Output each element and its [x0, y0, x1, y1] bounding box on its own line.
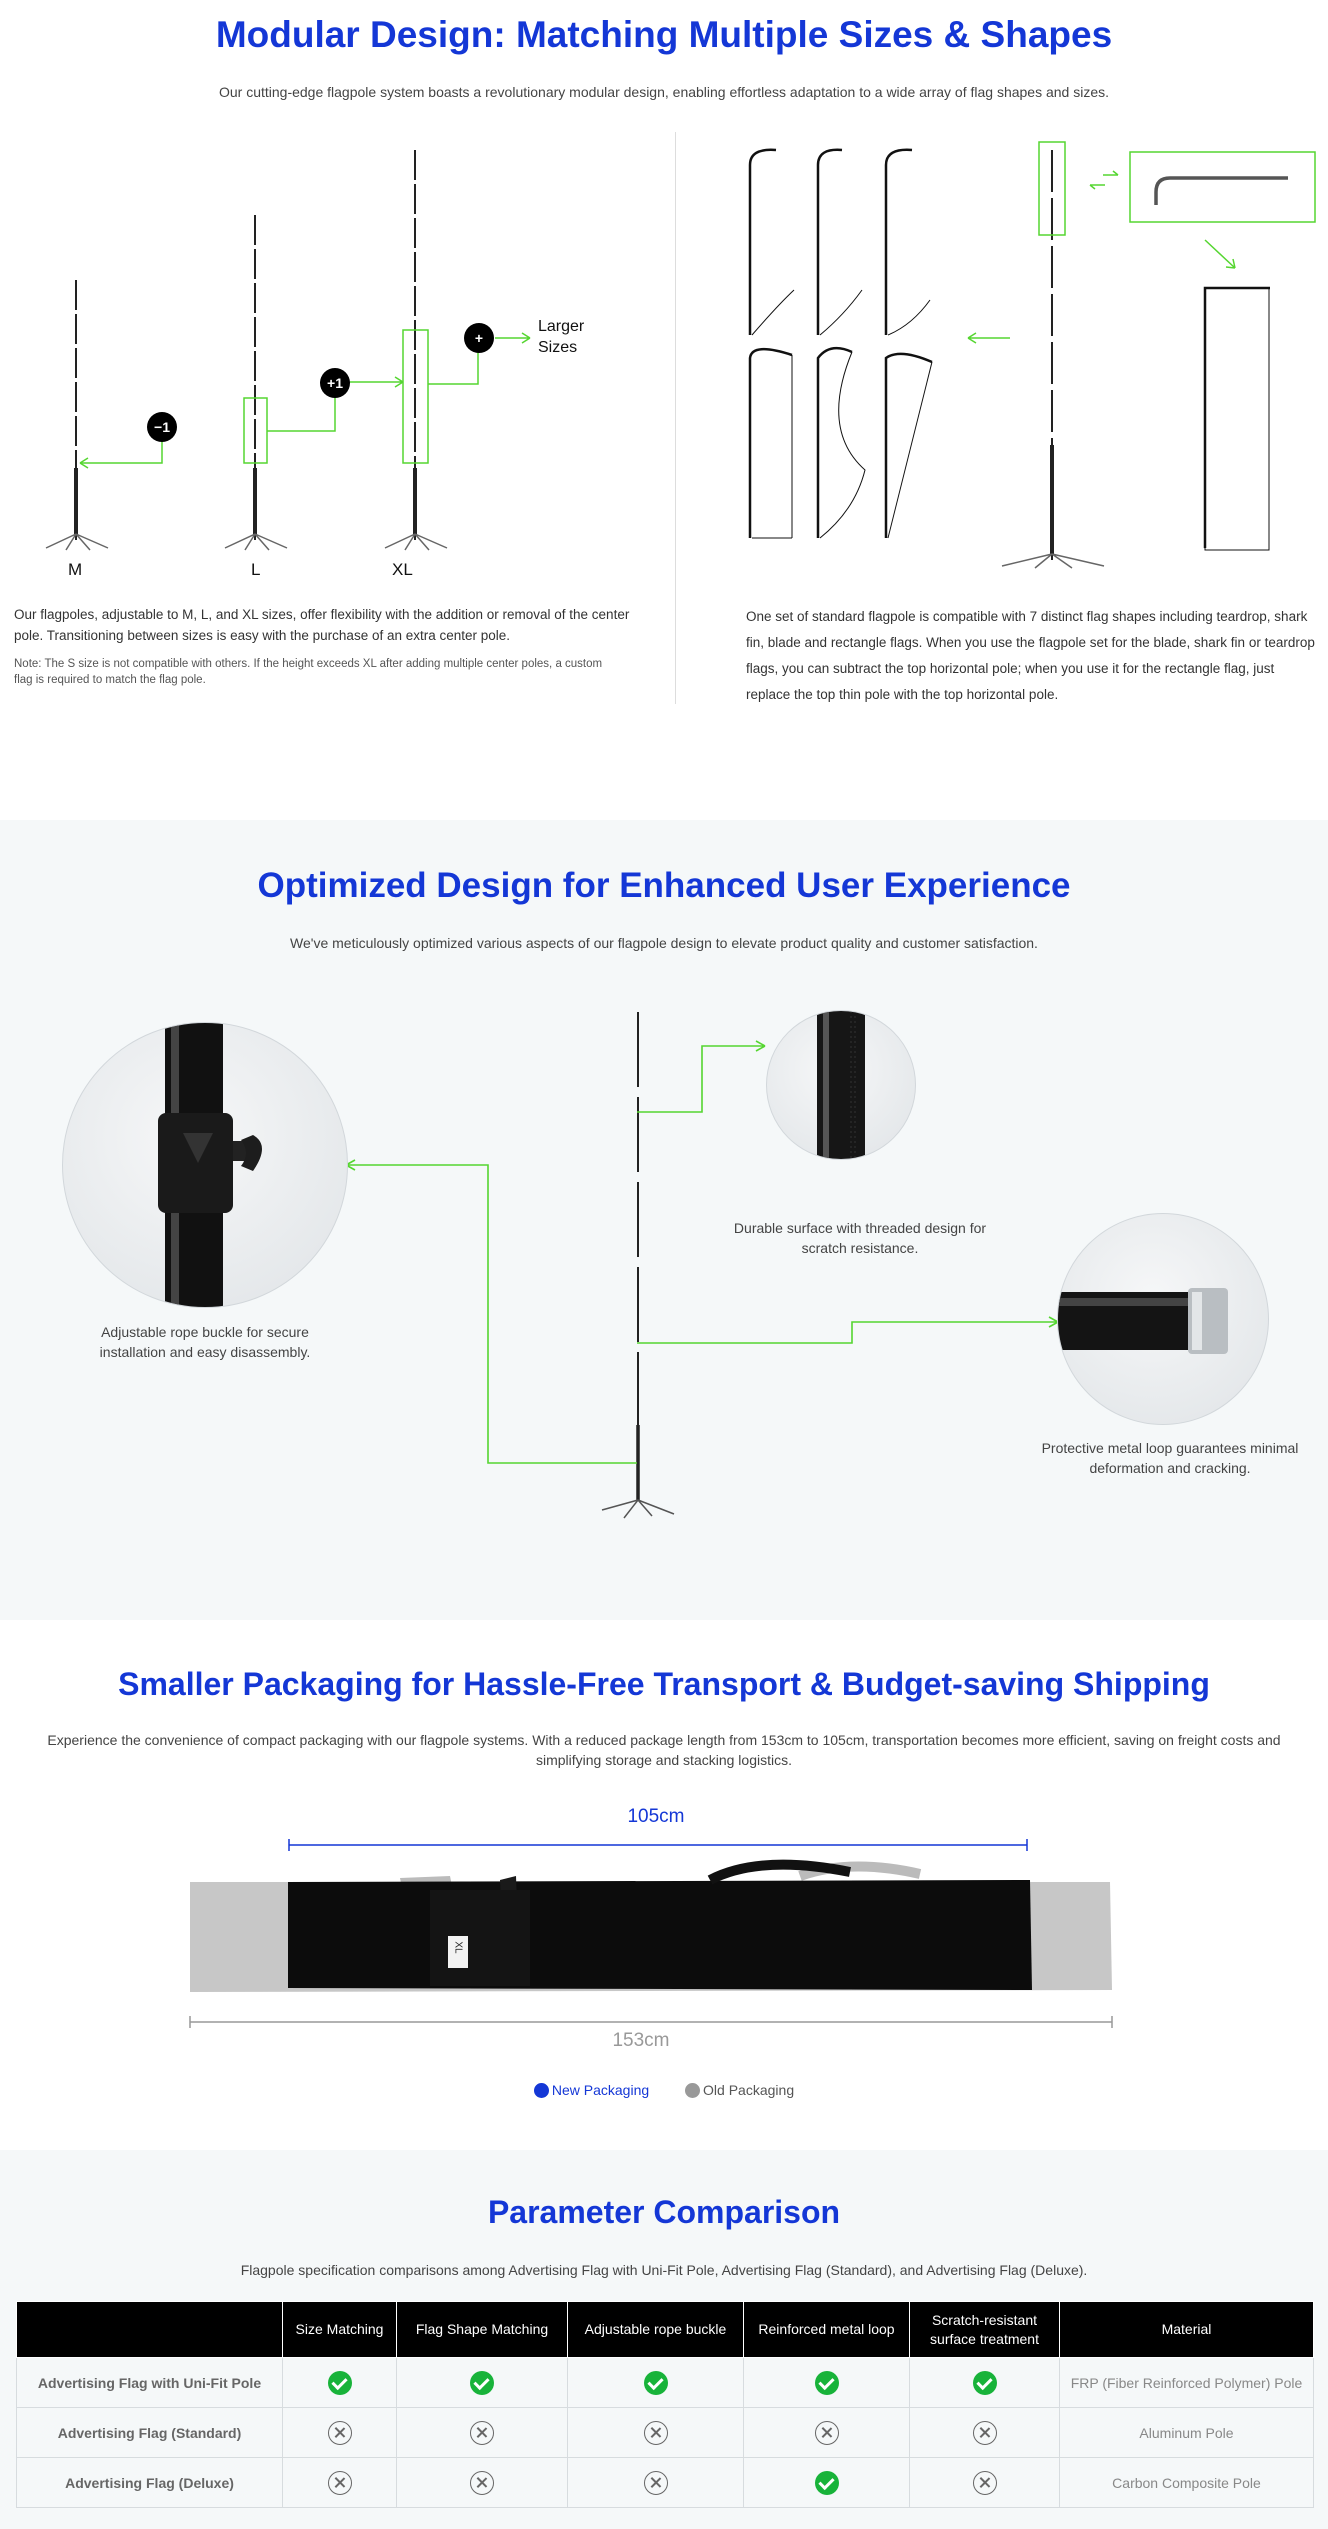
table-header — [17, 2302, 283, 2358]
table-cell — [744, 2458, 910, 2508]
row-product-name: Advertising Flag with Uni-Fit Pole — [17, 2358, 283, 2408]
row-material: Aluminum Pole — [1060, 2408, 1314, 2458]
surface-image — [767, 1011, 916, 1160]
metal-loop-image — [1058, 1214, 1269, 1425]
section-title: Modular Design: Matching Multiple Sizes & Shapes — [215, 14, 1113, 55]
table-header: Material — [1060, 2302, 1314, 2358]
cross-icon — [470, 2471, 494, 2495]
packaging-legend — [0, 2081, 1328, 2098]
table-header-row — [17, 2302, 1314, 2358]
old-length-label: 153cm — [612, 2030, 670, 2051]
packaging-illustration — [0, 1830, 1328, 2060]
table-header: Size Matching — [283, 2302, 397, 2358]
row-product-name: Advertising Flag (Deluxe) — [17, 2458, 283, 2508]
cross-icon — [973, 2421, 997, 2445]
surface-caption: Durable surface with threaded design for scratch resistance. — [733, 1220, 987, 1256]
shape-description: One set of standard flagpole is compatible with 7 distinct flag shapes including teardrop, shark fin, blade and rectangle flags. When you use the flagpole set for the blade, shark fin or teardrop flags, you can subtract the top horizontal pole; when you use it for the rectangle flag, just replace the top thin pole with the top horizontal pole. — [746, 609, 1315, 702]
comparison-table — [16, 2301, 1314, 2508]
table-cell — [568, 2458, 744, 2508]
table-cell — [397, 2358, 568, 2408]
size-description: Our flagpoles, adjustable to M, L, and XL sizes, offer flexibility with the addition or removal of the center pole. Transitioning between sizes is easy with the purchase of an extra center pole. — [14, 607, 630, 643]
row-product-name: Advertising Flag (Standard) — [17, 2408, 283, 2458]
table-header: Adjustable rope buckle — [568, 2302, 744, 2358]
table-cell — [744, 2408, 910, 2458]
optimized-design-section — [0, 820, 1328, 1620]
size-label-xl: XL — [392, 560, 413, 579]
table-cell — [744, 2358, 910, 2408]
cross-icon — [644, 2471, 668, 2495]
table-cell — [283, 2458, 397, 2508]
table-header: Flag Shape Matching — [397, 2302, 568, 2358]
table-row — [17, 2358, 1314, 2408]
table-cell — [910, 2458, 1060, 2508]
section-title: Parameter Comparison — [487, 2194, 841, 2230]
cross-icon — [644, 2421, 668, 2445]
minus-one-badge: −1 — [147, 412, 177, 442]
bag-size-tag: XL — [452, 1941, 464, 1954]
table-header: Scratch-resistant surface treatment — [910, 2302, 1060, 2358]
section-subtitle: Experience the convenience of compact packaging with our flagpole systems. With a reduced package length from 153cm to 105cm, transportation becomes more efficient, saving on freight costs and simplifying storage and stacking logistics. — [47, 1732, 1281, 1768]
legend-new-packaging: New Packaging — [534, 2082, 649, 2098]
larger-sizes-label: Larger Sizes — [538, 318, 585, 356]
size-label-l: L — [251, 560, 261, 579]
section-title: Smaller Packaging for Hassle-Free Transport & Budget-saving Shipping — [118, 1666, 1210, 1702]
table-row — [17, 2458, 1314, 2508]
check-icon — [470, 2371, 494, 2395]
table-cell — [283, 2408, 397, 2458]
table-cell — [283, 2358, 397, 2408]
check-icon — [328, 2371, 352, 2395]
metal-loop-caption: Protective metal loop guarantees minimal deformation and cracking. — [1041, 1440, 1299, 1476]
cross-icon — [973, 2471, 997, 2495]
plus-badge: + — [464, 323, 494, 353]
check-icon — [815, 2371, 839, 2395]
table-cell — [568, 2408, 744, 2458]
legend-old-packaging: Old Packaging — [685, 2082, 794, 2098]
rope-buckle-caption: Adjustable rope buckle for secure installation and easy disassembly. — [99, 1324, 311, 1360]
packaging-section — [0, 1620, 1328, 2150]
cross-icon — [815, 2421, 839, 2445]
section-title: Optimized Design for Enhanced User Experience — [257, 866, 1071, 905]
table-cell — [910, 2408, 1060, 2458]
check-icon — [973, 2371, 997, 2395]
table-cell — [568, 2358, 744, 2408]
row-material: Carbon Composite Pole — [1060, 2458, 1314, 2508]
section-subtitle: Our cutting-edge flagpole system boasts a revolutionary modular design, enabling effortless adaptation to a wide array of flag shapes and sizes. — [218, 84, 1110, 100]
divider — [675, 132, 676, 704]
cross-icon — [470, 2421, 494, 2445]
row-material: FRP (Fiber Reinforced Polymer) Pole — [1060, 2358, 1314, 2408]
comparison-section — [0, 2150, 1328, 2529]
table-row — [17, 2408, 1314, 2458]
check-icon — [815, 2471, 839, 2495]
cross-icon — [328, 2421, 352, 2445]
table-cell — [397, 2408, 568, 2458]
table-cell — [397, 2458, 568, 2508]
size-note: Note: The S size is not compatible with others. If the height exceeds XL after adding multiple center poles, a custom flag is required to match the flag pole. — [14, 658, 603, 686]
flag-shapes-illustration — [680, 130, 1328, 590]
rope-buckle-zoom — [62, 1022, 348, 1308]
plus-one-badge: +1 — [320, 368, 350, 398]
metal-loop-zoom — [1057, 1213, 1269, 1425]
legend-new-dot-icon — [534, 2083, 549, 2098]
check-icon — [644, 2371, 668, 2395]
surface-zoom — [766, 1010, 916, 1160]
buckle-image — [63, 1023, 348, 1308]
cross-icon — [328, 2471, 352, 2495]
section-subtitle: We've meticulously optimized various aspects of our flagpole design to elevate product quality and customer satisfaction. — [290, 935, 1038, 951]
size-poles-illustration — [0, 130, 670, 600]
table-header: Reinforced metal loop — [744, 2302, 910, 2358]
section-subtitle: Flagpole specification comparisons among Advertising Flag with Uni-Fit Pole, Advertising Flag (Standard), and Advertising Flag (Deluxe). — [240, 2262, 1088, 2278]
size-label-m: M — [68, 560, 83, 579]
modular-design-section — [0, 0, 1328, 760]
table-cell — [910, 2358, 1060, 2408]
legend-old-dot-icon — [685, 2083, 700, 2098]
new-length-label: 105cm — [627, 1806, 685, 1827]
